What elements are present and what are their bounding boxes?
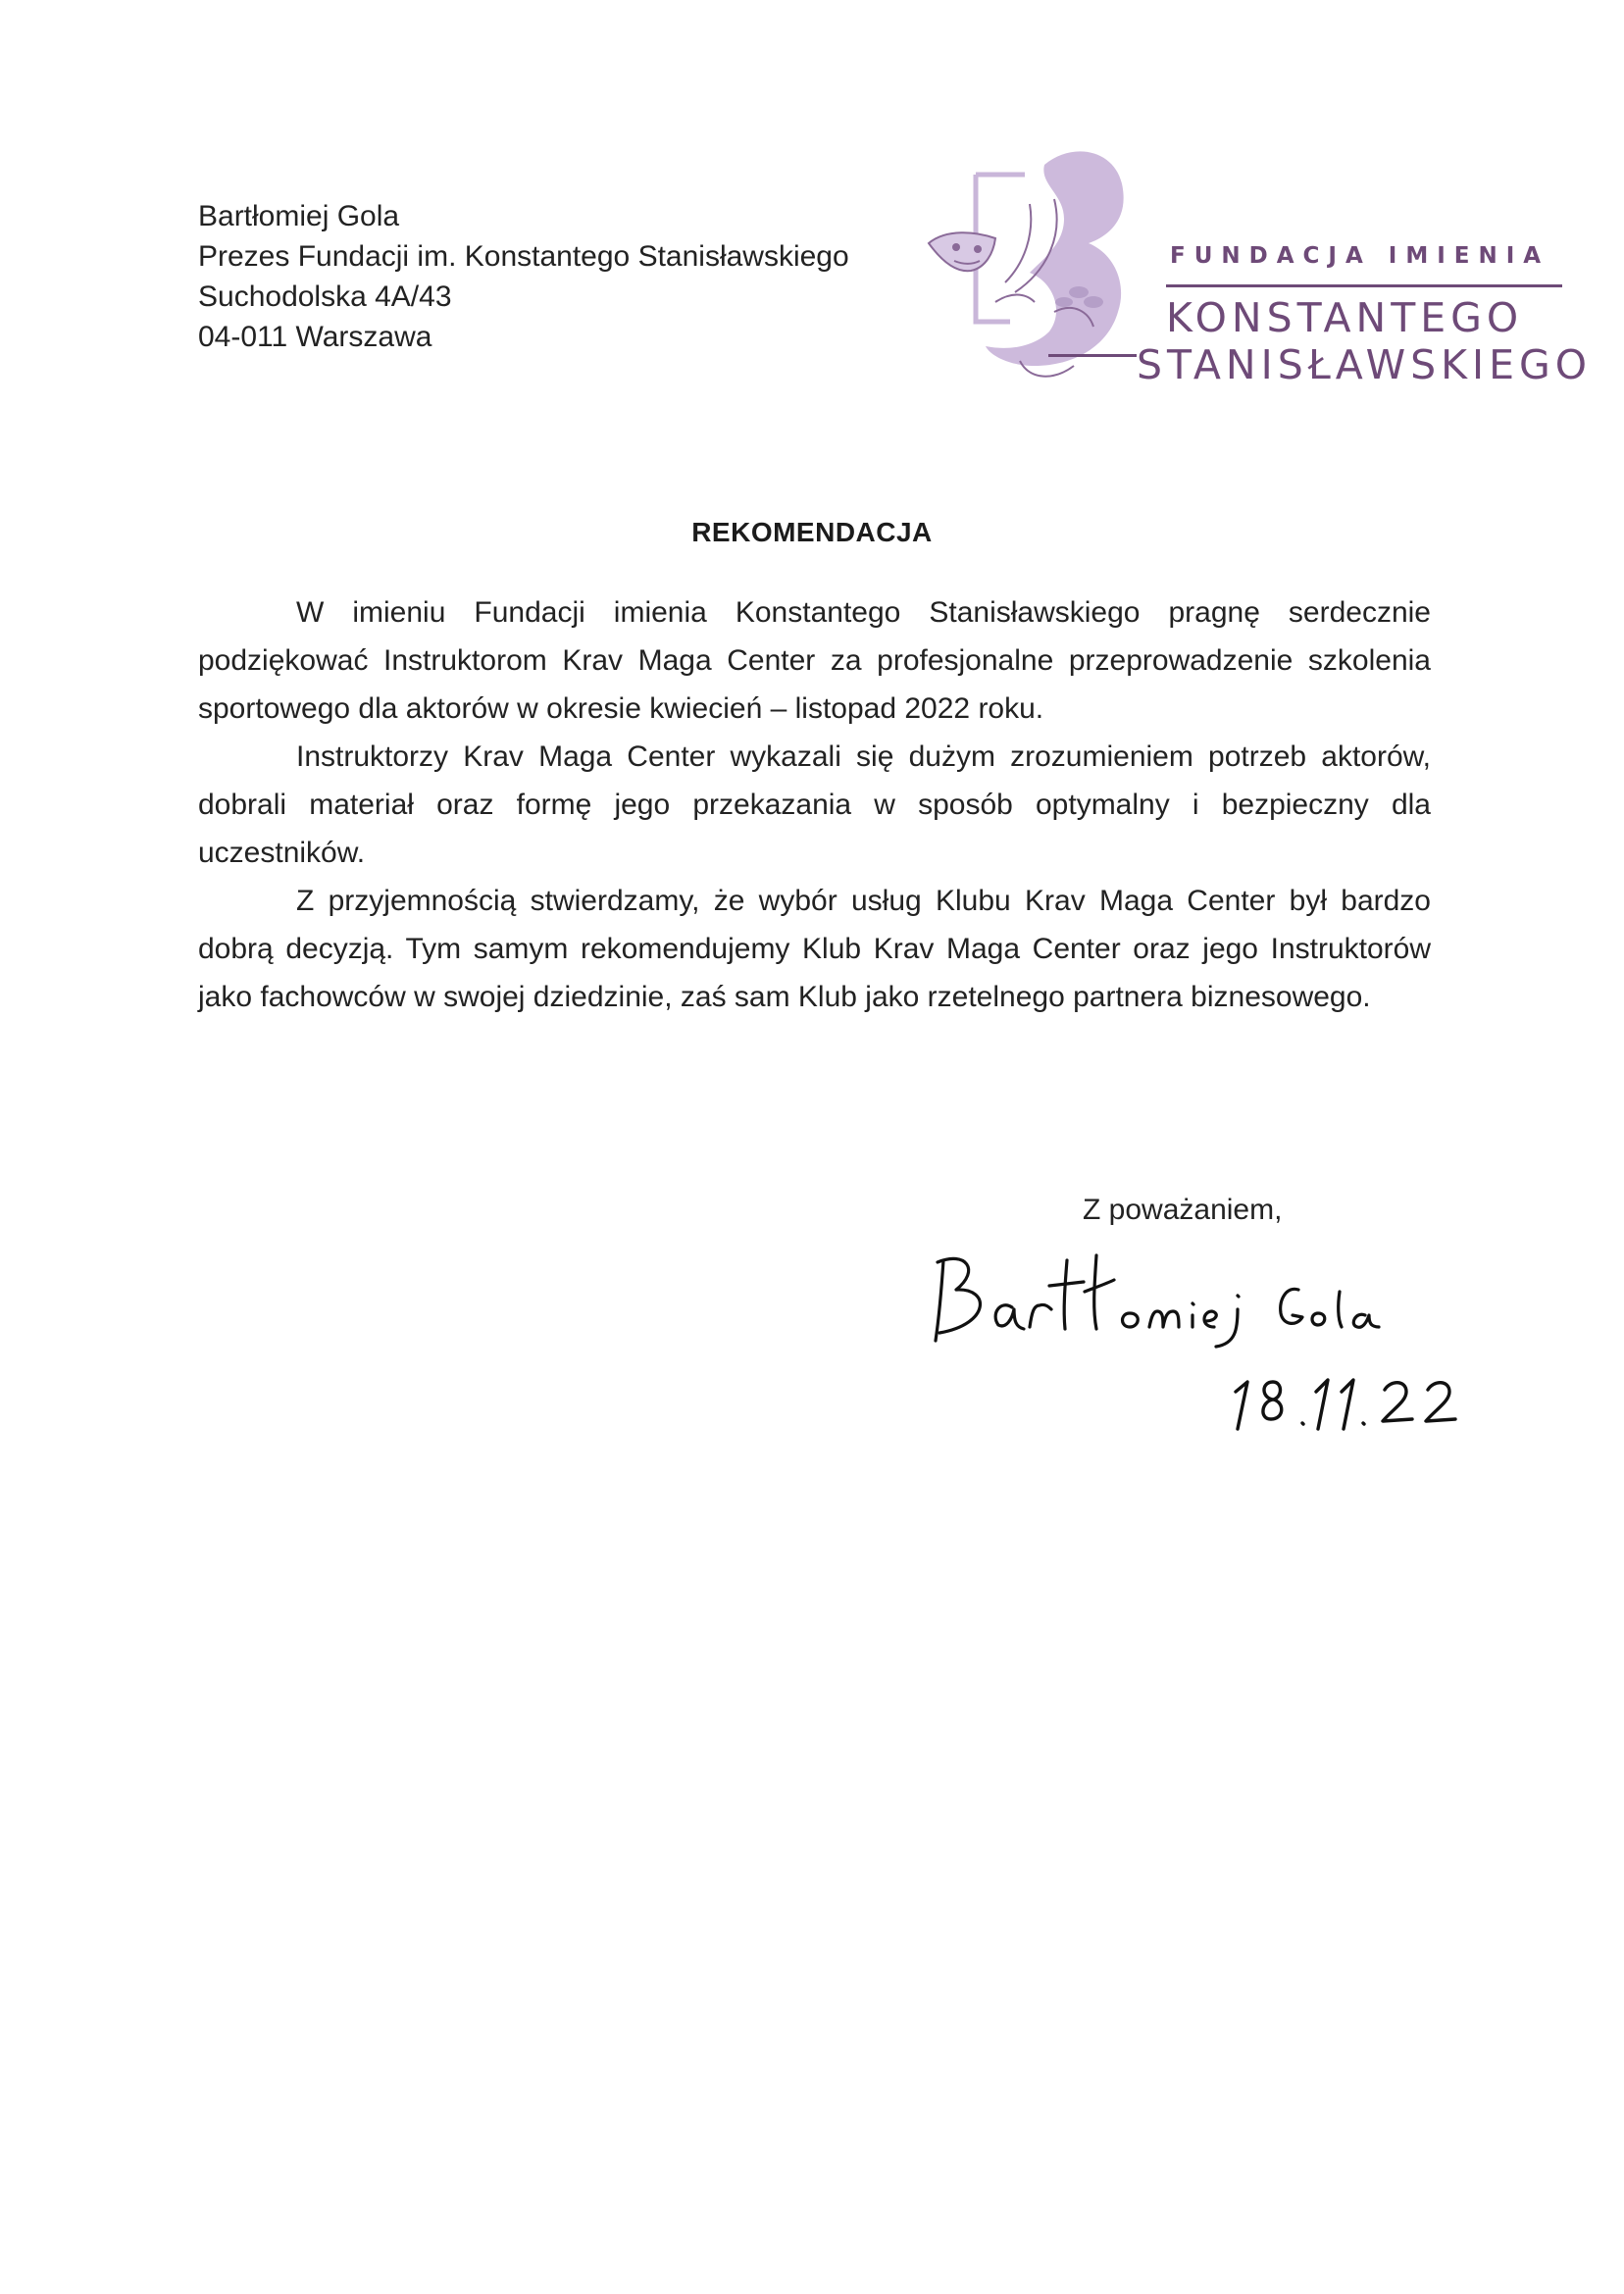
logo-line-last-name: STANISŁAWSKIEGO	[1137, 341, 1593, 388]
closing-salutation: Z poważaniem,	[1083, 1194, 1283, 1226]
logo-divider-short	[1048, 354, 1137, 357]
handwritten-date	[1226, 1368, 1471, 1437]
sender-role: Prezes Fundacji im. Konstantego Stanisławskiego	[198, 240, 849, 273]
document-title: REKOMENDACJA	[691, 517, 933, 547]
handwritten-signature	[922, 1231, 1393, 1349]
logo-line-foundation: FUNDACJA IMIENIA	[1170, 243, 1550, 269]
body-paragraph: W imieniu Fundacji imienia Konstantego Stanisławskiego pragnę serdecznie podziękować Instruktorom Krav Maga Center za profesjonalne przeprowadzenie szkolenia sportowego dla aktorów w okresie kwiecień – listopad 2022 roku.	[198, 596, 1431, 725]
logo-divider	[1166, 284, 1562, 287]
sender-city: 04-011 Warszawa	[198, 321, 432, 353]
sender-block	[198, 196, 849, 357]
letter-body	[198, 588, 1431, 1021]
foundation-logo	[917, 145, 1593, 390]
body-paragraph: Instruktorzy Krav Maga Center wykazali się dużym zrozumieniem potrzeb aktorów, dobrali materiał oraz formę jego przekazania w sposób optymalny i bezpieczny dla uczestników.	[198, 740, 1431, 869]
body-paragraph: Z przyjemnością stwierdzamy, że wybór usług Klubu Krav Maga Center był bardzo dobrą decyzją. Tym samym rekomendujemy Klub Krav Maga Center oraz jego Instruktorów jako fachowców w swojej dziedzinie, zaś sam Klub jako rzetelnego partnera biznesowego.	[198, 885, 1431, 1013]
logo-line-first-name: KONSTANTEGO	[1166, 294, 1524, 341]
sender-street: Suchodolska 4A/43	[198, 280, 452, 313]
sender-name: Bartłomiej Gola	[198, 200, 400, 232]
